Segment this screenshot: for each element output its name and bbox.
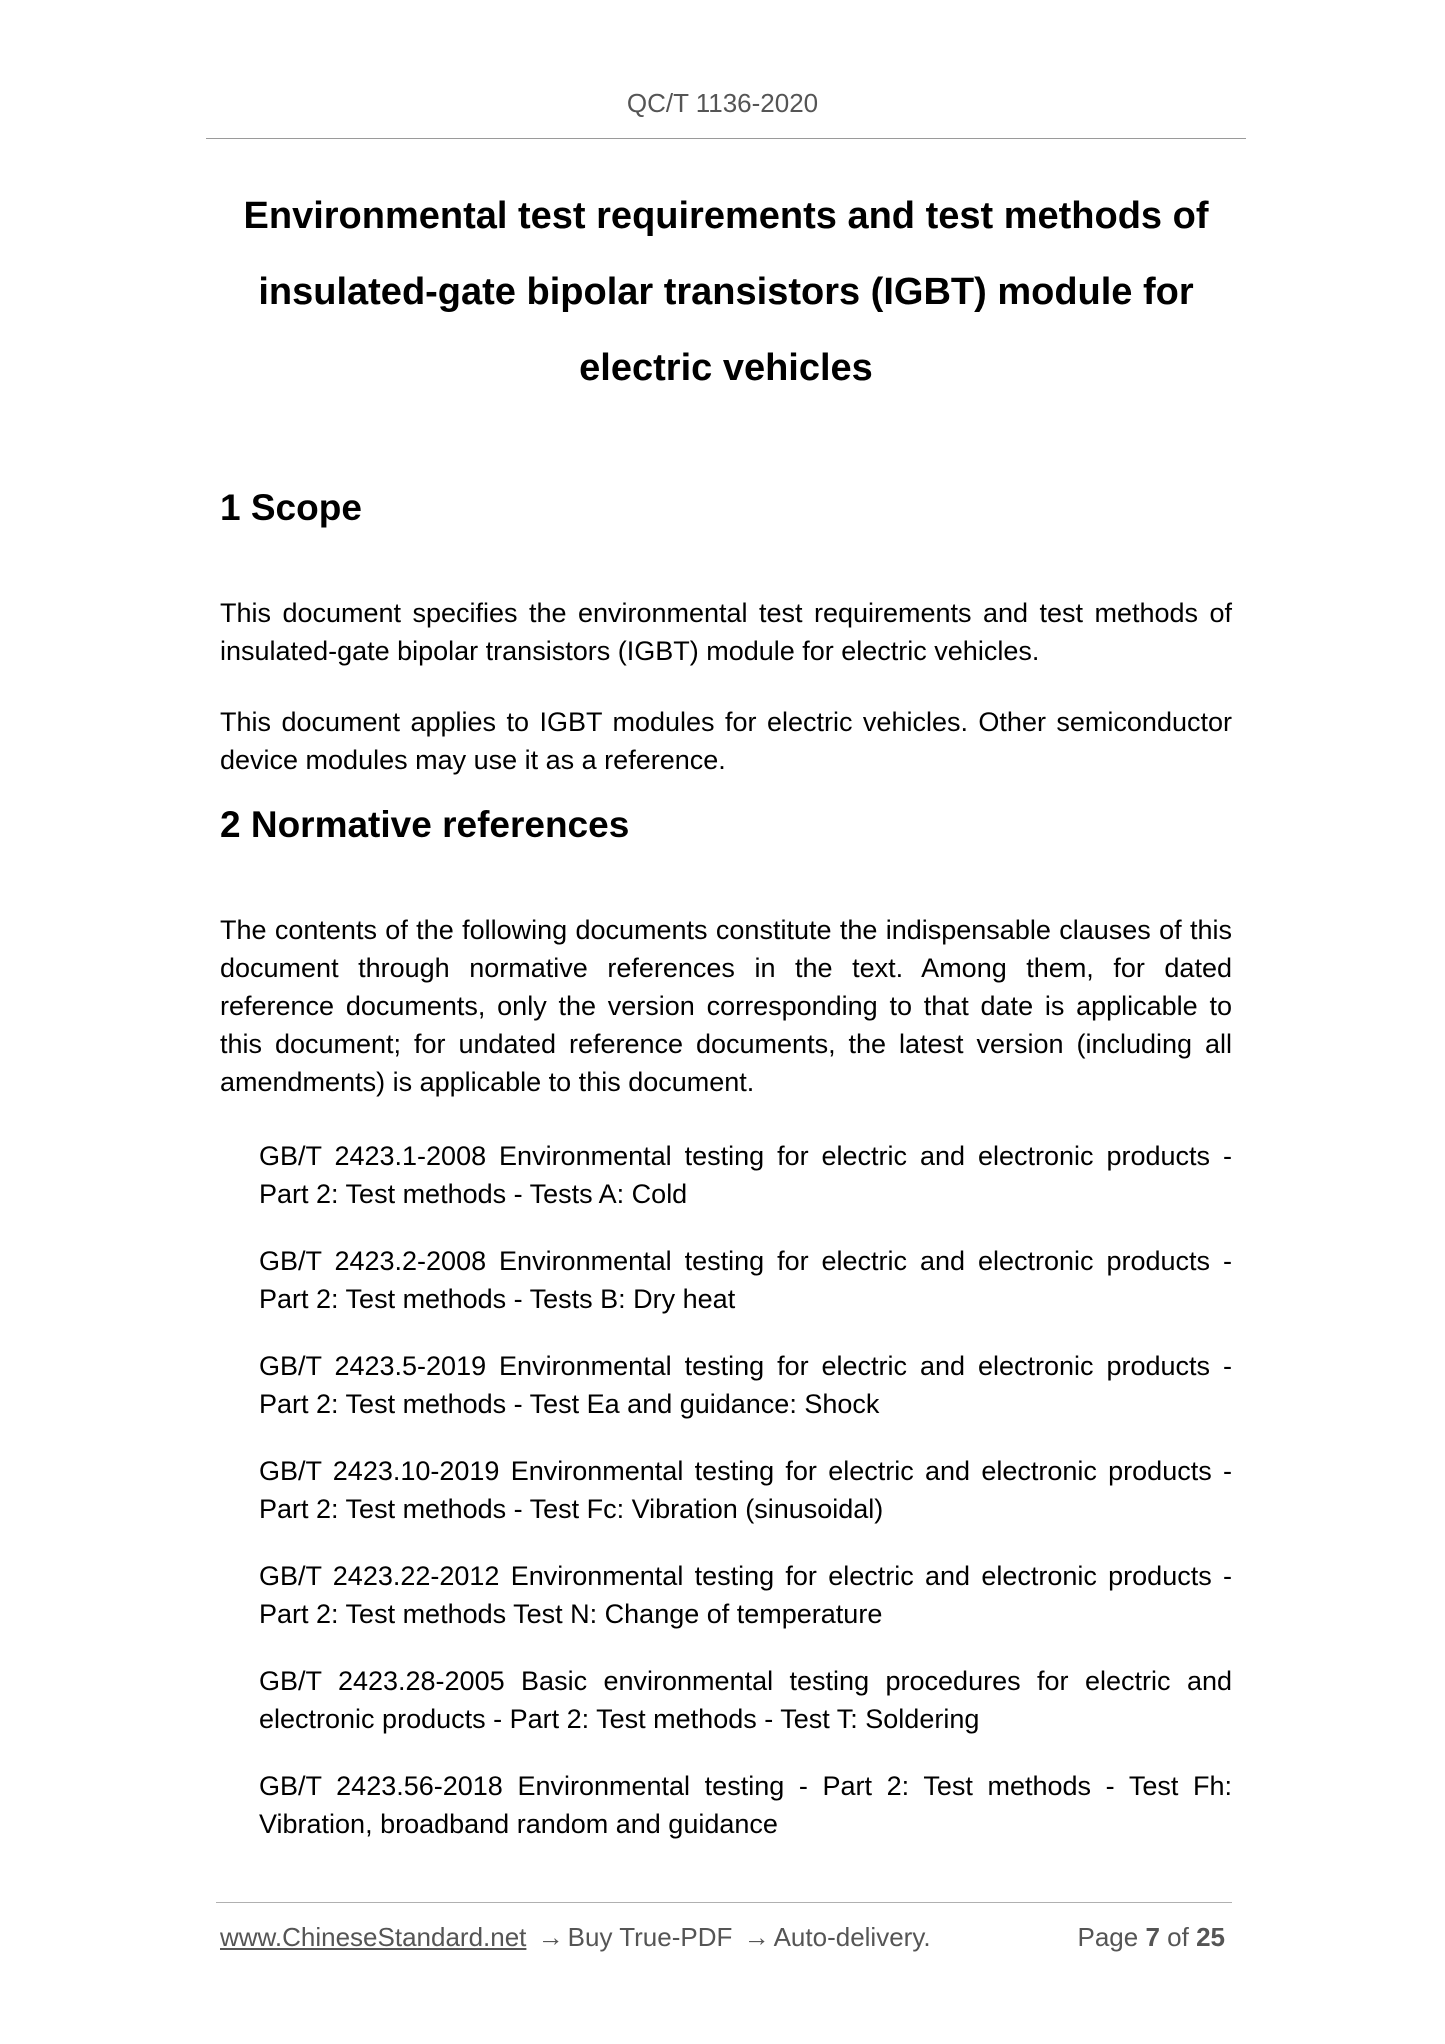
title-line-3: electric vehicles [579, 347, 873, 389]
reference-item: GB/T 2423.1-2008 Environmental testing for electric and electronic products - Part 2: Test methods - Tests A: Cold [259, 1141, 1232, 1209]
reference-list [259, 1137, 1232, 1872]
section-heading-normative-references: 2 Normative references [220, 804, 630, 845]
header-doc-code: QC/T 1136-2020 [626, 88, 819, 118]
footer-promo [220, 1922, 931, 1953]
reference-item: GB/T 2423.22-2012 Environmental testing for electric and electronic products - Part 2: Test methods Test N: Change of temperature [259, 1561, 1232, 1629]
title-line-2: insulated-gate bipolar transistors (IGBT) module for [258, 271, 1194, 313]
footer-rule [216, 1902, 1232, 1903]
arrow-right-icon: → [743, 1922, 770, 1952]
page-total: 25 [1196, 1922, 1225, 1952]
reference-item: GB/T 2423.5-2019 Environmental testing for electric and electronic products - Part 2: Test methods - Test Ea and guidance: Shock [259, 1351, 1232, 1419]
buy-text: Buy True-PDF [567, 1922, 733, 1952]
arrow-right-icon: → [537, 1922, 564, 1952]
reference-item: GB/T 2423.10-2019 Environmental testing for electric and electronic products - Part 2: Test methods - Test Fc: Vibration (sinusoidal) [259, 1456, 1232, 1524]
scope-paragraph-2: This document applies to IGBT modules for electric vehicles. Other semiconductor device modules may use it as a reference. [220, 707, 1232, 775]
reference-item: GB/T 2423.28-2005 Basic environmental testing procedures for electric and electronic products - Part 2: Test methods - Test T: Soldering [259, 1666, 1232, 1734]
page-label: Page [1077, 1922, 1139, 1952]
scope-paragraph-1: This document specifies the environmental test requirements and test methods of insulated-gate bipolar transistors (IGBT) module for electric vehicles. [220, 598, 1232, 666]
normative-references-paragraph: The contents of the following documents constitute the indispensable clauses of this document through normative references in the text. Among them, for dated reference documents, only the version corresponding to that date is applicable to this document; for undated reference documents, the latest version (including all amendments) is applicable to this document. [220, 915, 1232, 1097]
document-title [206, 178, 1246, 406]
page-number [1077, 1922, 1225, 1953]
reference-item: GB/T 2423.56-2018 Environmental testing - Part 2: Test methods - Test Fh: Vibration, broadband random and guidance [259, 1771, 1232, 1839]
header-rule [206, 138, 1246, 139]
reference-item: GB/T 2423.2-2008 Environmental testing for electric and electronic products - Part 2: Test methods - Tests B: Dry heat [259, 1246, 1232, 1314]
site-link[interactable]: www.ChineseStandard.net [220, 1922, 527, 1952]
delivery-text: Auto-delivery. [773, 1922, 931, 1952]
title-line-1: Environmental test requirements and test methods of [243, 195, 1209, 237]
section-heading-scope: 1 Scope [220, 487, 362, 528]
page-current: 7 [1145, 1922, 1160, 1952]
page-of: of [1167, 1922, 1189, 1952]
